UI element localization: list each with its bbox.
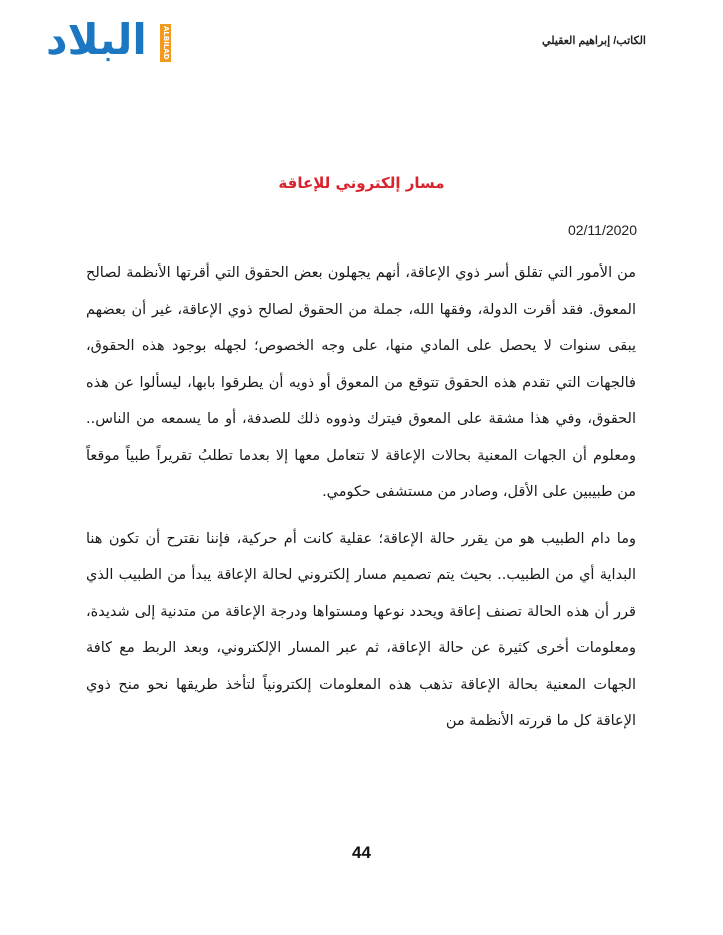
article-title: مسار إلكتروني للإعاقة (278, 174, 445, 192)
albilad-logo (46, 15, 176, 68)
article-paragraph: وما دام الطبيب هو من يقرر حالة الإعاقة؛ عقلية كانت أم حركية، فإننا نقترح أن تكون هنا البداية أي من الطبيب.. بحيث يتم تصميم مسار إلكتروني لحالة الإعاقة يبدأ من الطبيب الذي قرر أن هذه الحالة تصنف إعاقة ويحدد نوعها ومستواها ودرجة الإعاقة من متدنية إلى شديدة، ومعلومات أخرى كثيرة عن حالة الإعاقة، ثم عبر المسار الإلكتروني، وبعد الربط مع كافة الجهات المعنية بحالة الإعاقة تذهب هذه المعلومات إلكترونياً لتأخذ طريقها نحو منح ذوي الإعاقة كل ما قررته الأنظمة من (86, 530, 636, 729)
article-paragraph: من الأمور التي تقلق أسر ذوي الإعاقة، أنهم يجهلون بعض الحقوق التي أقرتها الأنظمة لصالح المعوق. فقد أقرت الدولة، وفقها الله، جملة من الحقوق لصالح ذوي الإعاقة، غير أن بعضهم يبقى سنوات لا يحصل على المادي منها، على وجه الخصوص؛ لجهله بوجود هذه الحقوق، فالجهات التي تقدم هذه الحقوق تتوقع من المعوق أو ذويه أن يطرقوا بابها، ليسألوا عن هذه الحقوق، وفي هذا مشقة على المعوق فيترك وذووه ذلك للصدفة، أو ما يسمعه من الناس.. ومعلوم أن الجهات المعنية بحالات الإعاقة لا تتعامل معها إلا بعدما تطلبُ تقريراً طبياً موقعاً من طبيبين على الأقل، وصادر من مستشفى حكومي. (86, 265, 636, 500)
logo-wordmark: البلاد (46, 15, 147, 64)
article-date: 02/11/2020 (567, 222, 637, 238)
article-body (86, 255, 636, 740)
author-line: الكاتب/ إبراهيم العقيلي (542, 35, 646, 47)
logo-tag: ALBILAD TV (160, 24, 171, 62)
page-number: 44 (352, 843, 371, 862)
